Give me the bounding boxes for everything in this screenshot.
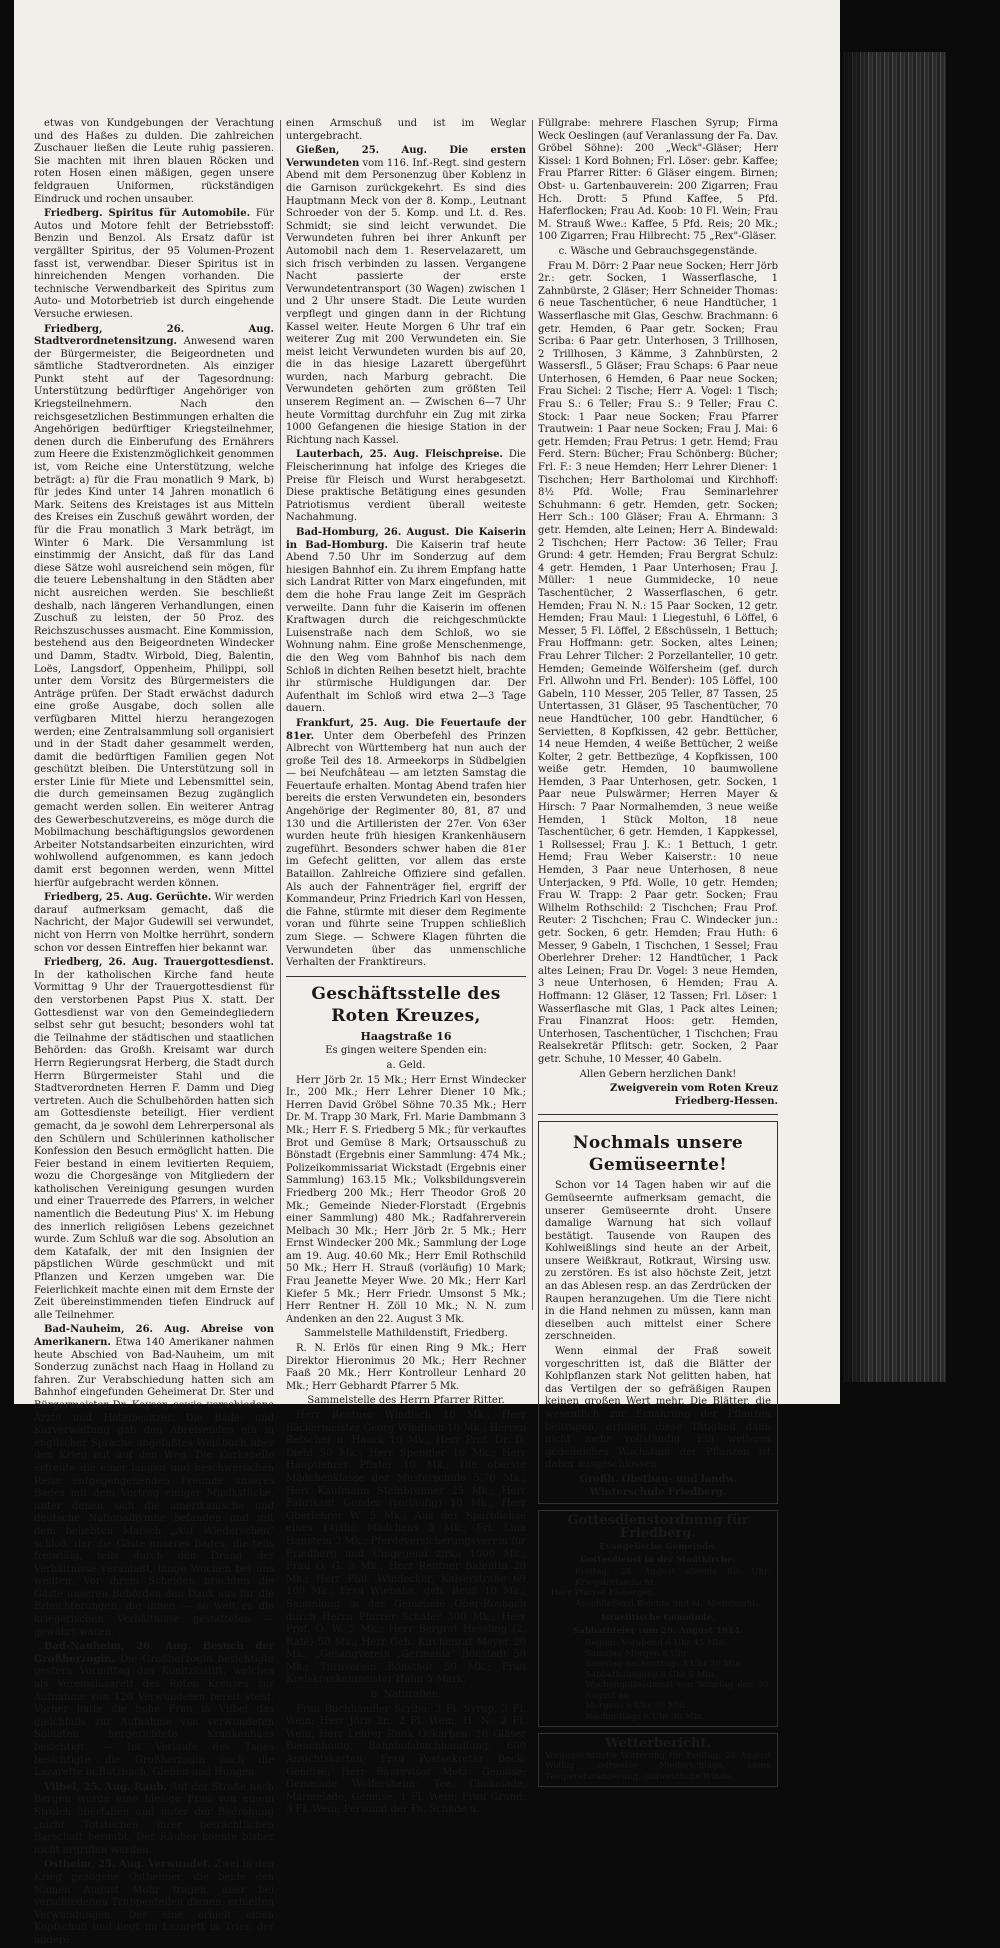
article-headline: Vilbel, 25. Aug. Raub. [44,1781,167,1793]
signature-line: Friedberg-Hessen. [674,1095,778,1107]
church-schedule-box [538,1510,778,1727]
centered-line: Allen Gebern herzlichen Dank! [579,1068,737,1080]
article-paragraph [286,1075,526,1327]
column-3 [538,118,778,1782]
column-divider-1 [280,120,281,1310]
evangelical-line-2: Herr Pfarrer Fleberger. [551,1588,654,1599]
centered-line: Sammelstelle des Herrn Pfarrer Ritter. [307,1395,505,1407]
article-headline: Friedberg, 25. Aug. Gerüchte. [44,892,212,904]
evangelical-subtitle: Gottesdienst in der Stadtkirche. [580,1554,736,1565]
article-headline: Friedberg, 26. Aug. Stadtverordnetensitzung. [34,323,274,348]
weather-title: Wetterbericht. [605,1736,711,1752]
article-headline: Lauterbach, 25. Aug. Fleischpreise. [296,449,503,461]
church-schedule-title: Gottesdienstordnung für Friedberg. [567,1513,749,1541]
israelite-title: Israelitische Gemeinde. [600,1613,716,1624]
article-paragraph [538,118,778,244]
centered-line: c. Wäsche und Gebrauchsgegenstände. [558,245,758,257]
article-paragraph [34,1859,274,1947]
article-paragraph [286,1704,526,1817]
evangelical-line-1: Freitag, 28. August abends 8½ Uhr: Kriegsbittandacht; [575,1567,771,1588]
section-rule [286,976,526,977]
article-text: Unter dem Oberbefehl des Prinzen Albrecht von Württemberg hat nun auch der große Teil des 18. Armeekorps in Südbelgien — bei Neufchâteau — am letzten Samstag die Feuertaufe erhalten. Montag Abend trafen hier bereits die ersten Verwundeten ein, besonders Angehörige der Regimenter 80, 81, 87 und 130 und die Artilleristen der 27er. Von 63er wurden heute früh hiesigen Krankenhäusern zugeführt. Besonders schwer haben die 81er im Gefecht gelitten, vor allem das erste Bataillon. Zahlreiche Offiziere sind gefallen. Als auch der Fahnenträger fiel, ergriff der Kommandeur, Prinz Friedrich Karl von Hessen, die Fahne, stürmte mit dieser dem Regimente voran und führte seine Truppen schließlich zum Siege. — Schwere Klagen führten die Verwundeten über das unmenschliche Verhalten der Franktireurs. [286,730,526,969]
vegetable-notice-title: Nochmals unsere Gemüseernte! [573,1133,743,1176]
article-text: Zwei in den Krieg gezogene Ostheimer, die beide den Namen August Mohr tragen, aber bei verschiedenen Truppenteilen dienen, erhielten Verwundungen. Der eine erhielt einen Kopfschuß und liegt im Lazarett in Trier, der andere [34,1859,274,1946]
article-headline: Bad-Nauheim, 26. Aug. Besuch der Großherzogin. [34,1641,274,1665]
section-rule [538,1114,778,1115]
column-1 [34,118,274,1946]
schedule-line: Nachmittags 6 Uhr 30 Min. [585,1711,705,1722]
article-paragraph [286,527,526,716]
signature-line: Zweigverein vom Roten Kreuz [610,1083,778,1095]
article-text: einen Armschuß und ist im Weglar untergebracht. [286,118,526,142]
article-paragraph [34,324,274,891]
article-paragraph [286,718,526,970]
schedule-line: Samstag Morgen 8 Uhr. [585,1648,690,1659]
vegetable-notice-text-1: Schon vor 14 Tagen haben wir auf die Gemüseernte aufmerksam gemacht, die unserer Gemüseernte droht. Unsere damalige Warnung hat sich vollauf bestätigt. Tausende von Raupen des Kohlweißlings sind heute an der Arbeit, unsere Weißkraut, Rotkraut, Wirsing usw. zu zerstören. Es ist also höchste Zeit, jetzt an das Ablesen resp. an das Zerdrücken der Raupen heranzugehen. Um die Tiere nicht in die Hand nehmen zu müssen, kann man dieselben auch mittelst einer Schere zerschneiden. [545,1180,771,1343]
article-headline: Bad-Nauheim, 26. Aug. Abreise von Amerikanern. [34,1324,274,1348]
article-paragraph [286,1410,526,1687]
article-text: Frau M. Dörr: 2 Paar neue Socken; Herr Jörb 2r.: getr. Socken, 1 Wasserflasche, 1 Zahnbürste, 2 Gläser; Herr Schneider Thomas: 6 neue Taschentücher, 6 neue Handtücher, 1 Wasserflasche mit Glas, Geschw. Brachmann: 6 getr. Hemden, 6 Paar getr. Socken; Frau Scriba: 6 Paar getr. Unterhosen, 3 Trillhosen, 2 Trillhosen, 3 Kämme, 3 Zahnbürsten, 2 Wassersfl., 5 Gläser; Frau Schaps: 6 Paar neue Unterhosen, 6 Hemden, 6 Paar neue Socken; Frau Sichel: 2 Tische; Herr A. Vogel: 1 Tisch; Frau S.: 6 Teller; Frau S.: 9 Teller; Frau C. Stock: 1 Paar neue Socken; Frau Pfarrer Trautwein: 1 Paar neue Socken; Frau J. Mai: 6 getr. Hemden; Frau Petrus: 1 getr. Hemd; Frau Ferd. Stern: Bücher; Frau Schönberg: Bücher; Frl. F.: 3 neue Hemden; Herr Lehrer Diener: 1 Tischchen; Herr Bartholomai und Kirchhoff: 8½ Pfd. Wolle; Frau Seminarlehrer Schuhmann: 6 getr. Hemden, getr. Socken; Herr Sch.: 100 Gläser; Frau A. Ehrmann: 3 getr. Hemden, alte Leinen; Herr A. Bindewald: 2 Tischchen; Herr Pactow: 36 Teller; Frau Grund: 4 getr. Hemden; Frau Bergrat Schulz: 4 getr. Hemden, 1 Paar Unterhosen; Frau J. Müller: 1 neue Gummidecke, 10 neue Taschentücher, 2 Wasserflaschen, 6 getr. Hemden; Frau N. N.: 15 Paar Socken, 12 getr. Hemden; Frau Maul: 1 Liegestuhl, 6 Löffel, 6 Messer, 5 Fl. Löffel, 2 Eßschüsseln, 1 Bettuch; Frau Hoffmann: getr. Socken, altes Leinen; Frau Lehrer Tilcher: 2 Porzellanteller, 10 getr. Hemden; Gemeinde Wölfersheim (gef. durch Frl. Allwohn und Frl. Bender): 105 Löffel, 100 Gabeln, 110 Messer, 205 Teller, 87 Tassen, 25 Untertassen, 31 Gläser, 95 Taschentücher, 70 neue Handtücher, 100 gebr. Handtücher, 6 Servietten, 8 Kopfkissen, 42 gebr. Bettücher, 14 neue Hemden, 4 weiße Bettücher, 2 weiße Kolter, 2 getr. Bettbezüge, 4 Kopfkissen, 100 weiße getr. Hemden, 10 baumwollene Hemden, 3 Paar Unterhosen, getr. Socken, 1 Paar neue Pulswärmer; Herren Mayer & Hirsch: 7 Paar Normalhemden, 3 neue weiße Hemden, 1 Stück Molton, 18 neue Taschentücher, 6 getr. Hemden, 1 Kappkessel, 1 Rollsessel; Frau J. K.: 1 Bettuch, 1 getr. Hemd; Frau Weber Kaiserstr.: 10 neue Hemden, 3 Paar neue Unterhosen, 8 neue Unterjacken, 9 Pfd. Wolle, 10 getr. Hemden; Frau W. Trapp: 2 Paar getr. Socken; Frau Wilhelm Rothschild: 2 Tischchen; Frau Prof. Reuter: 2 Tischchen; Frau C. Windecker jun.: getr. Socken, 6 getr. Hemden; Frau Huth: 6 Messer, 9 Gabeln, 1 Tischchen, 1 Sessel; Frau Oberlehrer Dreher: 12 Handtücher, 1 Pack altes Leinen; Frau Dr. Vogel: 3 neue Hemden, 3 neue Unterhosen, 6 Hemden; Frau A. Hoffmann: 12 Gläser, 12 Tassen; Frl. Löser: 1 Wasserflasche mit Glas, 1 Pack altes Leinen; Frau Finanzrat Hoos: getr. Hemden, Unterhosen, Taschentücher, 1 Tischchen; Frau Realsekretär Pflitsch: getr. Socken, 2 Paar getr. Schuhe, 10 Messer, 40 Gabeln. [538,260,778,1065]
article-paragraph [34,208,274,321]
article-text: vom 116. Inf.-Regt. sind gestern Abend mit dem Personenzug über Koblenz in die Garnison zurückgekehrt. Es sind dies Hauptmann Meck von der 8. Komp., Leutnant Schroeder von der 5. Komp. und Lt. d. Res. Schmidt; sie sind leicht verwundet. Die Verwundeten fuhren bei ihrer Ankunft per Automobil nach dem 1. Reservelazarett, um sich frisch verbinden zu lassen. Vergangene Nacht passierte der erste Verwundetentransport (30 Wagen) zwischen 1 und 2 Uhr unsere Stadt. Die Leute wurden verpflegt und gingen dann in der Richtung Kassel weiter. Heute Morgen 6 Uhr traf ein weiterer Zug mit 200 Verwundeten ein. Sie meist leicht Verwundeten wurden bis auf 20, die in das hiesige Lazarett übergeführt wurden, nach Marburg gebracht. Die Verwundeten gehörten zum größten Teil unserem Regiment an. — Zwischen 6—7 Uhr heute Vormittag durchfuhr ein Zug mit zirka 1000 Gefangenen die hiesige Station in der Richtung nach Kassel. [286,157,526,446]
sabbath-schedule [545,1638,771,1722]
article-text: Die Fleischerinnung hat infolge des Krieges die Preise für Fleisch und Wurst herabgesetzt. Diese praktische Betätigung eines gesunden Patriotismus verdient überall weiteste Nachahmung. [286,449,526,524]
evangelical-title: Evangelische Gemeinde. [599,1542,717,1553]
article-text: Wir werden darauf aufmerksam gemacht, daß die Nachricht, der Major Gudewill sei verwundet, nicht von Herrn von Moltke herrührt, sondern schon vor dessen Eintreffen hier bekannt war. [34,892,274,954]
article-text: Für Autos und Motore fehlt der Betriebsstoff: Benzin und Benzol. Als Ersatz dafür ist vergällter Spiritus, der 95 Volumen-Prozent fasst ist, verwendbar. Dieser Spiritus ist in hinreichenden Mengen vorhanden. Die technische Verwendbarkeit des Spiritus zum Auto- und Motorbetrieb ist durch eingehende Versuche erwiesen. [34,208,274,320]
weather-box [538,1733,778,1787]
schedule-line: Wochengottesdienst von Sonntag den 30. August an [585,1680,771,1701]
article-paragraph [286,1343,526,1393]
vegetable-notice-signature: Großh. Obstbau- und landw. Winterschule Friedberg. [579,1473,737,1498]
article-text: Die Kaiserin traf heute Abend 7.50 Uhr im Sonderzug auf dem hiesigen Bahnhof ein. Zu ihrem Empfang hatte sich Landrat Ritter von Marx eingefunden, mit dem die hohe Frau lange Zeit im Gespräch verweilte. Dann fuhr die Kaiserin im offenen Kraftwagen durch die reichgeschmückte Luisenstraße nach dem Schloß, wo sie Wohnung nahm. Eine große Menschenmenge, die den Weg vom Bahnhof bis nach dem Schloß in dichten Reihen besetzt hielt, brachte ihr stürmische Huldigungen dar. Der Aufenthalt im Schloß wird etwa 2—3 Tage dauern. [286,539,526,715]
article-paragraph [34,1782,274,1858]
vegetable-notice-box [538,1121,778,1504]
article-headline: Ostheim, 25. Aug. Verwundet. [44,1859,212,1871]
centered-line: a. Geld. [386,1059,426,1071]
article-text: Etwa 140 Amerikaner nahmen heute Abschied von Bad-Nauheim, um mit Sonderzug zunächst nach Haag in Holland zu fahren. Zur Verabschiedung hatten sich am Bahnhof eingefunden Geheimerat Dr. Ster und Bürgermeister Dr. Kayser, sowie verschiedene Ärzte und Hotelbesitzer. Die Bade- und Kurverwaltung gab den Abreisenden ein in englischer Sprache abgefaßtes Weißbuch über den Krieg mit auf den Weg. Die Kurkapelle erfreute die einer langen und beschwerlichen Reise entgegengehenden Freunde unseres Bades mit dem Vortrag einiger Musikstücke, unter denen sich die amerikanische und deutsche Nationalhymne befanden und mit dem beliebten Marsch „Auf Wiedersehen" schloß, der die Gäste unseres Bades, die teils freiwillig, teils durch den Drang der Verhältnisse veranlaßt, lange Wochen bei uns weilten. Vor ihrem Scheiden brachten die Gäste unseren Behörden den Dank aus für die Erleichterungen, die ihnen — so weit es die kriegerischen Verhältnisse gestatteten — gewährt waren. [34,1337,274,1638]
article-paragraph [34,1641,274,1780]
weather-text: Voraussichtliche Witterung für Freitag, 28 August Wolkig zeitweise Niederschläge, keine Temperaturänderung, südwestliche Winde. [545,1750,771,1782]
article-paragraph [34,118,274,206]
article-text: etwas von Kundgebungen der Verachtung und des Haßes zu dulden. Die zahlreichen Zuschauer ließen die Leute ruhig passieren. Sie machten mit ihren blauen Röcken und roten Hosen einen mäßigen, gegen unsere feldgrauen Uniformen, rückständigen Eindruck und rochen unsauber. [34,118,274,205]
article-text: Frau Buchhändler Scriba: 3 Fl. Syrup, 3 Fl. Wein; Herr Jörb 2r.: 2 Fl. Wein; H. N.: 2 Fl. Wein; Herr Lehrer Runk Ockarben: 10 Gläser Bienenhonig; Bahnhofsbuchhandlung: 600 Ansichtskarten; Frau Postsekretär Beck: Gemüse; Herr Baurevisor Metz: Gemüse; Gemeinde Wölfersheim: Tee, Chokolade, Marmelade, Gemüse, 1 Fl. Wein; Frau Grund: 3 Fl. Wein; Personal der Fa. Schade u. [286,1703,526,1816]
schedule-line: Samstag nachmittags 3 Uhr 30 Min. [585,1659,744,1670]
article-text: Die Großherzogin besichtigte gestern Vormittag das Konitzkistift, welches als Vereinslazarett des Roten Kreuzes zur Aufnahme von 120 Verwundeten bereit steht. Vorher hatte die hohe Frau in Vilbel das gleichfalls zur Aufnahme von verwundeten Soldaten hergerichtete Krankenhaus besichtigt. — Im Verlaufe des Tages besichtigte die Großherzogin noch die Lazarette in Butzbach, Gießen und Hungen. [34,1653,274,1779]
centered-line: Es gingen weitere Spenden ein: [325,1045,487,1057]
article-text: Auf der Straße nach Bergen wurde eine hiesige Frau von einem Strolch überfallen und unter der Bedrohung „nicht Totstechen ihrer beträchtlichen Barschaft beraubt. Der Räuber konnte bisher nicht ergriffen werden. [34,1781,274,1856]
article-paragraph [286,449,526,525]
article-paragraph [286,145,526,447]
article-text: In der katholischen Kirche fand heute Vormittag 9 Uhr der Trauergottesdienst für den verstorbenen Papst Pius X. statt. Der Gottesdienst war von den Gemeindegliedern selbst sehr gut besucht; besonders wohl tat die Teilnahme der städtischen und staatlichen Behörden: das Großh. Kreisamt war durch Herrn Regierungsrat Herberg, die Stadt durch Herrn Bürgermeister Stahl und die Stadtverordneten Herren F. Damm und Dieg vertreten. Auch die Schulbehörden hatten sich am Gottesdienste beteiligt. Hier verdient gemacht, da je sowohl dem Lehrerpersonal als den Schülern und Schülerinnen katholischer Konfession den Besuch ermöglicht hatten. Die Feier bestand in einem levitierten Requiem, wozu die Chorgesänge von Mitgliedern der katholischen Vereinigung gesungen wurden und einer Trauerrede des Pfarrers, in welcher namentlich die Bedeutung Pius' X. im Hebung des innerlich religiösen Lebens gezeichnet wurde. Zum Schluß war die sog. Absolution an dem Katafalk, der mit den Insignien der päpstlichen Würde geschmückt und mit Pflanzen und Kerzen umgeben war. Die Feierlichkeit machte einen mit dem Ernste der Zeit übereinstimmenden tiefen Eindruck auf alle Teilnehmer. [34,969,274,1321]
article-text: Herr Rentner Windisch 10 Mk.; Herr Bäckermeister Georg Windisch 10 Mk.; Herren Retscher u. Hauck 10 Mk.; Herr Prof. Dr. D. Diehl 50 Mk.; Herr Spengler 10 Mk.; Herr Hauptlehrer Pfister 10 Mk.; Die oberste Mädchenklasse der Musterschule 5.70 Mk.; Herr Kaufmann Steinbrenner 25 Mk.; Herr Fabrikant Gonder (vorläufig) 10 Mk.; Herr Oberlehrer W. 5 Mk.; Aus der Sparbüchse eines 14jähr. Mädchens 5 Mk.; Frl. Lina Hanstein 3 Mk.; Pferdeversicherungsverein für Friedberg und Umgegend zirka 1000 Mk.; Frau O. G. 3 Mk.; Herr Rentner Balentin 20 Mk.; Herr Phil. Windecker, Kaiserstraße 69 100 Mk.; Frau Wiebahn, geb. Reuß 10 Mk.; Sammlung in der Gemeinde Ober-Rosbach durch Herrn Pfarrer Schäfer 300 Mk.; Herr Prof. O. W. 5 Mk.; Herr Bergrat Hessling (2. Rate) 50 Mk.; Herr Geh. Kirchenrat Meyer 20 Mk.; „Gesangverein „Germania" Bönstadt 50 Mk.; Turnverein Bönstadt 50 Mk.; Frau Kreiskrankenmeister Hahn 5 Mark. [286,1410,526,1686]
section-heading: Geschäftsstelle des Roten Kreuzes, [311,983,501,1026]
column-2 [286,118,526,1816]
article-paragraph [538,261,778,1067]
article-text: R. N. Erlös für einen Ring 9 Mk.; Herr Direktor Hieronimus 20 Mk.; Herr Rechner Faaß 20 Mk.; Herr Kontrolleur Lenhard 20 Mk.; Herr Gebhardt Pfarrer 5 Mk. [286,1343,526,1392]
column-divider-2 [532,120,533,1310]
article-paragraph [34,957,274,1322]
centered-line: Sammelstelle Mathildenstift, Friedberg. [304,1328,508,1340]
evangelical-line-3: Anschließend Beichte und hl. Abendmahl. [575,1598,758,1609]
schedule-line: Morgens 6 Uhr 30 Min. [585,1701,688,1712]
page-edge-shadow [840,52,870,1382]
vegetable-notice-text-2: Wenn einmal der Fraß soweit vorgeschritten ist, daß die Blätter der Kohlpflanzen stark Not gelitten haben, hat das Vertilgen der so gefräßigen Raupen keinen großen Wert mehr. Die Blätter, die wesentlich zur Ernährung der Pflanzen beitragen, erfüllen diese Tätigkeit dann nicht mehr vollständig. Ein weiteres gedeihliches Wachstum der Pflanzen ist daher ausgeschlossen. [545,1346,771,1471]
schedule-line: Sabbathausgang 8 Uhr 5 Min. [585,1669,717,1680]
column-3-donations [538,118,778,1108]
article-paragraph [286,118,526,143]
article-headline: Bad-Homburg, 26. August. Die Kaiserin in Bad-Homburg. [286,527,526,551]
article-headline: Gießen, 25. Aug. Die ersten Verwundeten [286,145,526,169]
israelite-subtitle: Sabbathfeier vom 29. August 1914. [573,1625,743,1636]
article-paragraph [34,892,274,955]
article-text: Füllgrabe: mehrere Flaschen Syrup; Firma Weck Oeslingen (auf Veranlassung der Fa. Dav. Gröbel Söhne): 200 „Weck"-Gläser; Herr Kissel: 1 Kord Bohnen; Frl. Löser: gebr. Kaffee; Frau Pfarrer Ritter: 6 Gläser eingem. Birnen; Obst- u. Gartenbauverein: 200 Zigarren; Frau Hch. Drott: 5 Pfund Kaffee, 5 Pfd. Haferflocken; Frau Ad. Koob: 10 Fl. Wein; Frau M. Strauß Wwe.: Kaffee, 5 Pfd. Reis; 20 Mk.; 100 Zigarren; Frau Hilbrecht: 75 „Rex"-Gläser. [538,118,778,243]
centered-line: b. Naturalien: [370,1689,442,1701]
article-text: Anwesend waren der Bürgermeister, die Beigeordneten und sämtliche Stadtverordneten. Als einziger Punkt steht auf der Tagesordnung: Unterstützung bedürftiger Angehöriger von Kriegsteilnehmern. Nach den reichsgesetzlichen Bestimmungen erhalten die Angehörigen bedürftiger Kriegsteilnehmer, denen durch die Einberufung des Ernährers zum Heere die Existenzmöglichkeit genommen ist, vom Reiche eine Unterstützung, welche beträgt: a) für die Frau monatlich 9 Mark, b) für jedes Kind unter 14 Jahren monatlich 6 Mark. Seitens des Kreistages ist aus Mitteln des Kreises ein Zuschuß gewährt worden, der für die Frau monatlich 3 Mark beträgt, im Winter 6 Mark. Die Versammlung ist einstimmig der Ansicht, daß für das Land diese Sätze wohl ausreichend sein mögen, für die teuere Lebenshaltung in den Städten aber nicht ausreichen werden. Sie beschließt deshalb, nach längeren Verhandlungen, einen Zuschuß zu leisten, der 50 Proz. des Reichszuschusses ausmacht. Eine Kommission, bestehend aus den Beigeordneten Windecker und Damm, Stadtv. Wirbold, Dieg, Balentin, Loës, Langsdorf, Oppenheim, Philippi, soll unter dem Vorsitz des Bürgermeisters die Anträge prüfen. Der Stadt erwächst dadurch eine große Ausgabe, doch sollen alle verfügbaren Mittel hierzu herangezogen werden; eine Zentralsammlung soll organisiert und in der Stadt daher gesammelt werden, damit die bedürftigen Familien gegen Not geschützt bleiben. Die Unterstützung soll in erster Linie für Miete und Lebensmittel sein, die durch gemeinsamen Bezug zugänglich gemacht werden sollen. Ein weiterer Antrag des Gewerbeschutzvereins, es möge durch die Mobilmachung beschäftigungslos gewordenen Arbeiter Notstandsarbeiten einzurichten, wird wohlwollend aufgenommen, es kann jedoch damit erst begonnen werden, wenn Mittel hierfür aufgebracht werden können. [34,336,274,889]
section-subheading: Haagstraße 16 [360,1029,452,1043]
article-paragraph [34,1324,274,1639]
article-headline: Frankfurt, 25. Aug. Die Feuertaufe der 81er. [286,717,526,742]
schedule-line: Beginn: Vorabend 6 Uhr 45 Min. [585,1638,727,1649]
article-text: Herr Jörb 2r. 15 Mk.; Herr Ernst Windecker Ir., 200 Mk.; Herr Lehrer Diener 10 Mk.; Herren David Gröbel Söhne 70.35 Mk.; Herr Dr. M. Trapp 30 Mark, Frl. Marie Dambmann 3 Mk.; Herr F. S. Friedberg 5 Mk.; für verkauftes Brot und Gemüse 8 Mark; Ortsausschuß zu Bönstadt (Ergebnis einer Sammlung: 474 Mk.; Polizeikommissariat Wickstadt (Ergebnis einer Sammlung) 163.15 Mk.; Volksbildungsverein Friedberg 200 Mk.; Herr Theodor Groß 20 Mk.; Gemeinde Nieder-Florstadt (Ergebnis einer Sammlung) 480 Mk.; Radfahrerverein Melbach 30 Mk.; Herr Jörb 2r. 5 Mk.; Herr Ernst Windecker 200 Mk.; Sammlung der Loge am 19. Aug. 40.60 Mk.; Herr Emil Rothschild 50 Mk.; Herr H. Strauß (vorläufig) 10 Mark; Frau Jeanette Meyer Wwe. 20 Mk.; Herr Karl Kiefer 5 Mk.; Herr Friedr. Umsonst 5 Mk.; Herr Rentner H. Zöll 10 Mk.; N. N. zum Andenken an den 22. August 3 Mk. [286,1074,526,1325]
article-headline: Friedberg, 26. Aug. Trauergottesdienst. [44,957,274,969]
article-headline: Friedberg. Spiritus für Automobile. [44,208,251,220]
